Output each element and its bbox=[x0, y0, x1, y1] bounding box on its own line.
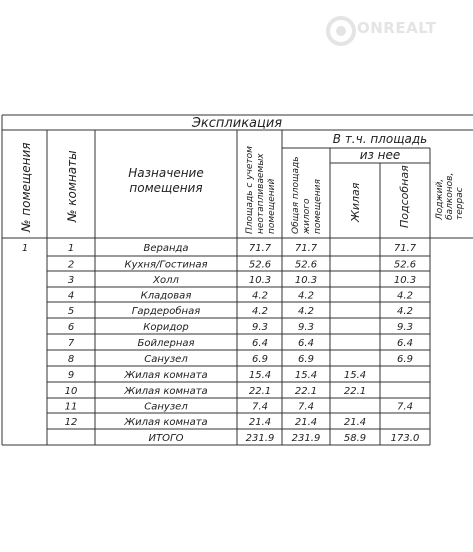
table-row bbox=[68, 322, 413, 333]
cell-room-num: 6 bbox=[67, 322, 75, 333]
cell-area: 22.1 bbox=[248, 386, 272, 397]
table-row bbox=[68, 275, 416, 286]
cell-room-name: Холл bbox=[153, 275, 179, 286]
cell-aux-area: 9.3 bbox=[397, 322, 413, 333]
cell-general-area: 21.4 bbox=[294, 417, 318, 428]
header-of-it: из нее bbox=[359, 148, 401, 162]
cell-aux-area: 7.4 bbox=[397, 401, 413, 413]
header-purpose-line2: помещения bbox=[129, 181, 203, 195]
cell-room-name: Санузел bbox=[144, 354, 188, 365]
table-row bbox=[68, 291, 413, 302]
cell-general-area: 6.4 bbox=[298, 338, 314, 349]
cell-area: 15.4 bbox=[248, 370, 272, 381]
cell-room-name: Жилая комната bbox=[124, 417, 208, 428]
cell-room-name: Санузел bbox=[144, 401, 188, 413]
cell-living-area: 21.4 bbox=[343, 417, 367, 428]
cell-general-area: 71.7 bbox=[294, 243, 318, 254]
cell-aux-area: 52.6 bbox=[393, 259, 417, 271]
cell-living-area: 58.9 bbox=[343, 433, 367, 444]
header-area-line1: Площадь с учетом bbox=[245, 146, 255, 234]
cell-area: 21.4 bbox=[248, 417, 272, 428]
header-purpose-line1: Назначение bbox=[128, 166, 204, 180]
table-row bbox=[68, 305, 413, 317]
header-area-line2: неотапливаемых bbox=[256, 153, 266, 234]
cell-room-num: 9 bbox=[67, 370, 75, 381]
cell-area: 71.7 bbox=[248, 243, 272, 254]
cell-aux-area: 71.7 bbox=[393, 243, 417, 254]
cell-area: 6.9 bbox=[252, 354, 268, 365]
cell-aux-area: 4.2 bbox=[397, 306, 413, 317]
watermark-text: ONREALT bbox=[357, 19, 437, 37]
table-body bbox=[22, 243, 420, 444]
cell-room-name: Жилая комната bbox=[124, 386, 208, 397]
cell-room-name: Коридор bbox=[143, 322, 189, 333]
table-row bbox=[65, 417, 367, 428]
header-room-num: № комнаты bbox=[65, 150, 79, 222]
table-row bbox=[68, 354, 413, 365]
header-general-line1: Общая площадь bbox=[291, 156, 301, 234]
cell-aux-area: 4.2 bbox=[397, 290, 413, 302]
cell-living-area: 22.1 bbox=[343, 386, 367, 397]
cell-area: 7.4 bbox=[252, 401, 268, 413]
cell-general-area: 7.4 bbox=[298, 401, 314, 413]
header-living: Жилая bbox=[349, 182, 362, 222]
table-row bbox=[68, 338, 413, 349]
cell-room-name: Кладовая bbox=[140, 290, 192, 302]
cell-room-name: ИТОГО bbox=[148, 433, 184, 444]
cell-room-name: Бойлерная bbox=[137, 338, 195, 349]
table-row bbox=[22, 243, 417, 254]
cell-area: 6.4 bbox=[252, 338, 268, 349]
cell-room-num: 3 bbox=[67, 275, 75, 286]
cell-general-area: 52.6 bbox=[294, 259, 318, 271]
cell-area: 10.3 bbox=[248, 275, 272, 286]
header-room-no: № помещения bbox=[19, 142, 33, 232]
cell-area: 9.3 bbox=[252, 322, 268, 333]
cell-general-area: 15.4 bbox=[294, 370, 318, 381]
table-row bbox=[68, 370, 366, 381]
header-loggia-line2: балконов, bbox=[445, 172, 455, 220]
table-row bbox=[68, 260, 416, 271]
cell-room-name: Кухня/Гостиная bbox=[124, 259, 208, 271]
cell-general-area: 4.2 bbox=[298, 290, 314, 302]
cell-room-no: 1 bbox=[21, 243, 29, 254]
header-loggia-line3: террас bbox=[455, 187, 465, 220]
cell-general-area: 10.3 bbox=[294, 275, 318, 286]
header-area-line3: помещений bbox=[267, 178, 277, 234]
cell-room-num: 5 bbox=[67, 306, 75, 317]
cell-aux-area: 6.9 bbox=[397, 354, 413, 365]
cell-general-area: 22.1 bbox=[294, 386, 318, 397]
cell-general-area: 9.3 bbox=[298, 322, 314, 333]
cell-general-area: 4.2 bbox=[298, 306, 314, 317]
cell-area: 4.2 bbox=[252, 290, 268, 302]
table-row bbox=[65, 402, 413, 413]
cell-room-num: 4 bbox=[67, 290, 75, 302]
cell-area: 4.2 bbox=[252, 306, 268, 317]
cell-area: 52.6 bbox=[248, 259, 272, 271]
cell-aux-area: 10.3 bbox=[393, 275, 417, 286]
cell-room-num: 1 bbox=[67, 243, 75, 254]
header-in-that: В т.ч. площадь bbox=[332, 132, 428, 146]
header-auxiliary: Подсобная bbox=[398, 165, 411, 228]
cell-room-num: 10 bbox=[64, 386, 78, 397]
cell-aux-area: 173.0 bbox=[390, 433, 420, 444]
cell-living-area: 15.4 bbox=[343, 370, 367, 381]
cell-room-num: 11 bbox=[64, 401, 78, 413]
table-total-row bbox=[149, 433, 420, 444]
header-general-line3: помещения bbox=[313, 179, 323, 234]
cell-room-num: 2 bbox=[67, 259, 75, 271]
cell-room-name: Жилая комната bbox=[124, 370, 208, 381]
cell-room-num: 7 bbox=[67, 338, 75, 349]
cell-room-num: 12 bbox=[64, 417, 78, 428]
cell-general-area: 231.9 bbox=[291, 433, 321, 444]
cell-general-area: 6.9 bbox=[298, 354, 314, 365]
cell-area: 231.9 bbox=[245, 433, 275, 444]
header-loggia-line1: Лоджий, bbox=[435, 178, 445, 220]
cell-aux-area: 6.4 bbox=[397, 338, 413, 349]
cell-room-name: Гардеробная bbox=[131, 306, 201, 317]
header-general-line2: жилого bbox=[302, 198, 312, 234]
table-title: Экспликация bbox=[191, 116, 283, 131]
cell-room-num: 8 bbox=[67, 354, 75, 365]
table-row bbox=[65, 386, 367, 397]
cell-room-name: Веранда bbox=[143, 243, 189, 254]
